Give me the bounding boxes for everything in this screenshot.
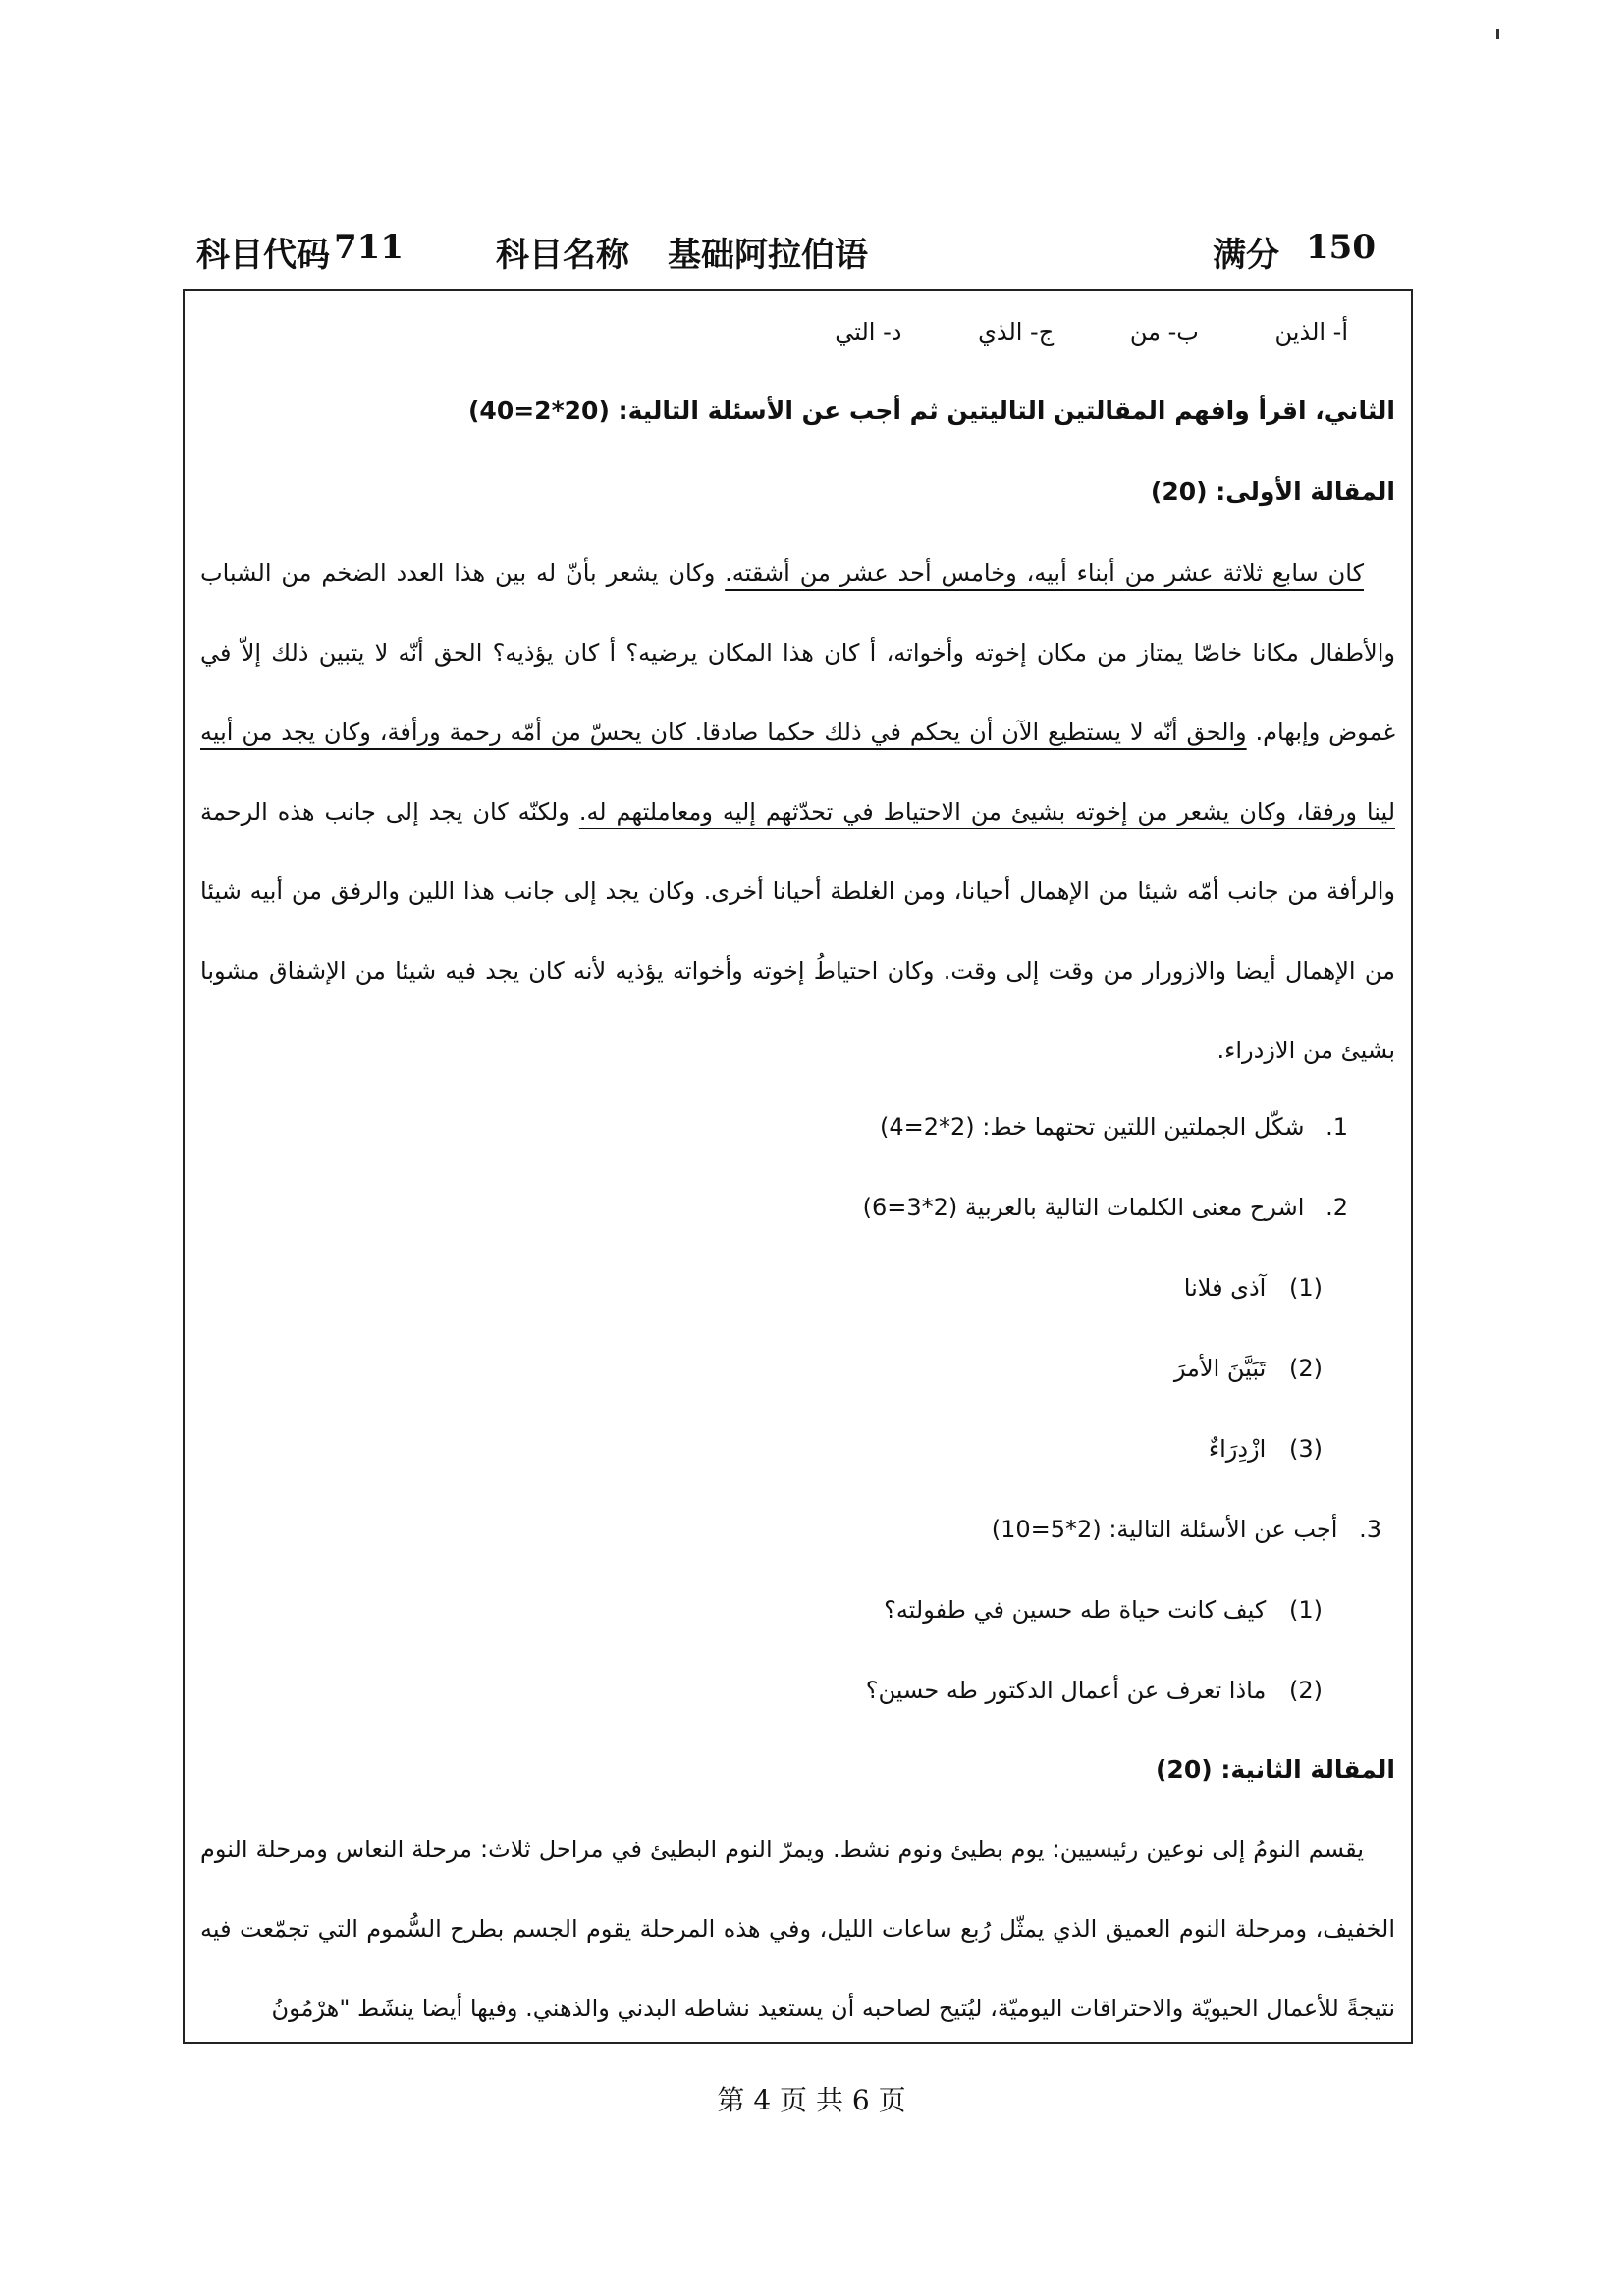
question-2-item-2 (1174, 1355, 1323, 1382)
full-score-value: 150 (1306, 228, 1376, 267)
question-2-item-1 (1184, 1274, 1323, 1302)
item-text: ازْدِرَاءٌ (1208, 1435, 1267, 1463)
question-2 (863, 1194, 1348, 1221)
item-number: (1) (1288, 1596, 1323, 1624)
question-3-text: أجب عن الأسئلة التالية: (2*5=10) (991, 1516, 1338, 1543)
item-number: (3) (1288, 1435, 1323, 1463)
question-2-item-3 (1209, 1435, 1323, 1463)
footer-page-number: 4 (753, 2084, 772, 2116)
question-3-item-1 (884, 1596, 1323, 1624)
choice-b: ب- من (1129, 318, 1199, 346)
item-text: تَبَيَّنَ الأمرَ (1173, 1355, 1267, 1382)
page-footer (0, 2079, 1623, 2118)
question-3-item-2 (866, 1677, 1323, 1704)
footer-suffix: 页 (878, 2084, 906, 2116)
subject-name-value: 基础阿拉伯语 (668, 236, 868, 275)
exam-frame (183, 289, 1413, 2044)
subject-code-label: 科目代码 (196, 236, 330, 275)
article-one-text-b: ولكنّه كان يجد إلى جانب هذه الرحمة والرأفة من جانب أمّه شيئا من الإهمال أحيانا، ومن الغلطة أحيانا أخرى. وكان يجد إلى جانب هذا اللين والرفق من أبيه شيئا من الإهمال أيضا والازورار من وقت إلى وقت. وكان احتياطُ إخوته وأخواته يؤذيه لأنه كان يجد فيه شيئا من الإشفاق مشوبا بشيئ من الازدراء. (200, 798, 1395, 1064)
subject-name-label: 科目名称 (496, 236, 629, 275)
question-2-number: 2. (1325, 1194, 1348, 1221)
item-number: (2) (1288, 1677, 1323, 1704)
question-3-number: 3. (1359, 1516, 1381, 1543)
full-score-label: 满分 (1213, 236, 1279, 275)
item-number: (2) (1288, 1355, 1323, 1382)
subject-code-value: 711 (334, 228, 404, 267)
article-one-text (200, 534, 1395, 1091)
article-two-title: المقالة الثانية: (20) (1155, 1755, 1395, 1784)
question-1 (880, 1113, 1348, 1141)
article-two-body: يقسم النومُ إلى نوعين رئيسيين: يوم بطيئ ونوم نشط. ويمرّ النوم البطيئ في مراحل ثلاث: مرحلة النعاس ومرحلة النوم الخفيف، ومرحلة النوم العميق الذي يمثّل رُبع ساعات الليل، وفي هذه المرحلة يقوم الجسم بطرح السُّموم التي تجمّعت فيه نتيجةً للأعمال الحيويّة والاحتراقات اليوميّة، ليُتيح لصاحبه أن يستعيد نشاطه البدني والذهني. وفيها أيضا ينشَط "هرْمُونُ (200, 1836, 1395, 2022)
question-2-text: اشرح معنى الكلمات التالية بالعربية (2*3=6) (862, 1194, 1305, 1221)
article-one-text-a: وكان يشعر بأنّ له بين هذا العدد الضخم من الشباب والأطفال مكانا خاصّا يمتاز من مكان إخوته وأخواته، أ كان هذا المكان يرضيه؟ أ كان يؤذيه؟ الحق أنّه لا يتبين ذلك إلاّ في غموض وإبهام. (200, 560, 1395, 746)
article-two-text (200, 1810, 1395, 2049)
section-two-title: الثاني، اقرأ وافهم المقالتين التاليتين ثم أجب عن الأسئلة التالية: (20*2=40) (467, 397, 1395, 425)
choice-a: أ- الذين (1274, 318, 1348, 346)
item-number: (1) (1288, 1274, 1323, 1302)
question-1-text: شكّل الجملتين اللتين تحتهما خط: (2*2=4) (879, 1113, 1305, 1141)
item-text: كيف كانت حياة طه حسين في طفولته؟ (884, 1596, 1267, 1624)
item-text: آذى فلانا (1183, 1274, 1267, 1302)
footer-prefix: 第 (717, 2084, 745, 2116)
article-one-title: المقالة الأولى: (20) (1150, 477, 1395, 506)
scan-mark (1496, 29, 1499, 39)
underlined-sentence-2: والحق أنّه لا يستطيع الآن أن يحكم في ذلك حكما صادقا. كان يحسّ من أمّه رحمة ورأفة، وكان يجد من أبيه لينا ورفقا، وكان يشعر من إخوته بشيئ من الاحتياط في تحدّثهم إليه ومعاملتهم له. (200, 719, 1396, 826)
choice-c: ج- الذي (978, 318, 1055, 346)
question-1-number: 1. (1325, 1113, 1348, 1141)
choice-d: د- التي (835, 318, 902, 346)
item-text: ماذا تعرف عن أعمال الدكتور طه حسين؟ (865, 1677, 1267, 1704)
footer-total-pages: 6 (851, 2084, 870, 2116)
answer-choices (766, 318, 1348, 346)
question-3 (992, 1516, 1381, 1543)
footer-middle: 页 共 (780, 2084, 843, 2116)
underlined-sentence-1: كان سابع ثلاثة عشر من أبناء أبيه، وخامس أحد عشر من أشقته. (725, 560, 1364, 587)
exam-header (196, 228, 1376, 287)
